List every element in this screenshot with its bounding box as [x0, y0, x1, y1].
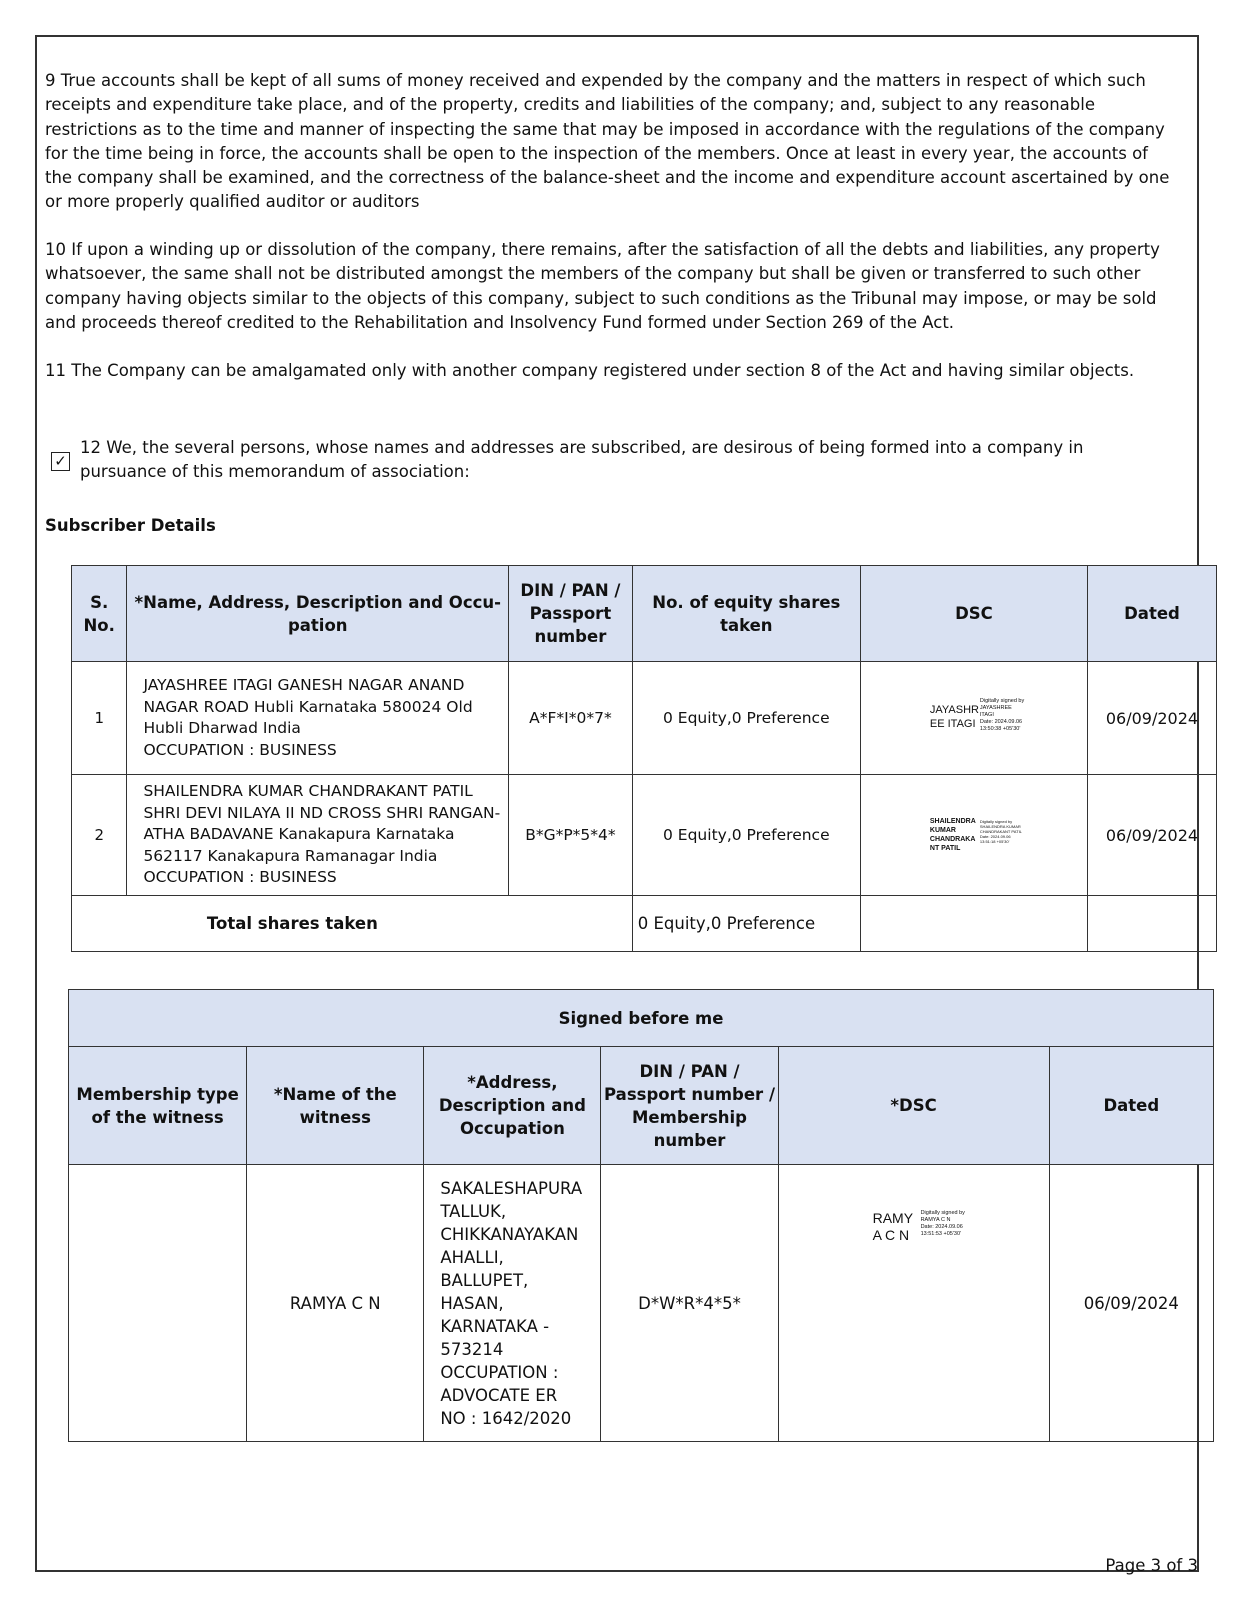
row-dsc — [860, 775, 1087, 896]
subscriber-table — [71, 565, 1217, 952]
address-line: ADVOCATE ER — [440, 1385, 558, 1405]
address-line: 573214 — [440, 1339, 504, 1359]
subscriber-details-title: Subscriber Details — [45, 516, 216, 535]
signature-name: JAYASHR EE ITAGI — [929, 704, 979, 730]
address-line: NO : 1642/2020 — [440, 1408, 572, 1428]
address-line: BALLUPET, — [440, 1270, 529, 1290]
address-line: SHAILENDRA KUMAR CHANDRAKANT PATIL — [143, 782, 473, 801]
row-dated: 06/09/2024 — [1087, 662, 1216, 775]
table-row — [69, 1165, 1214, 1442]
address-line: SHRI DEVI NILAYA II ND CROSS SHRI RANGAN- — [143, 803, 501, 822]
row-address — [127, 662, 509, 775]
header-dsc: DSC — [860, 566, 1087, 662]
header-dated: Dated — [1049, 1047, 1213, 1165]
total-label: Total shares taken — [72, 896, 633, 952]
header-name: *Name, Address, Description and Occu- pation — [127, 566, 509, 662]
witness-title: Signed before me — [69, 990, 1214, 1047]
clause-10: 10 If upon a winding up or dissolution of the company, there remains, after the satisfaction of all the debts and liabilities, any property whatsoever, the same shall not be distributed amongst the members of the company but shall be given or transferred to such other company having objects similar to the objects of this company, subject to such conditions as the Tribunal may impose, or may be sold and proceeds thereof credited to the Rehabilitation and Insolvency Fund formed under Section 269 of the Act. — [45, 240, 1160, 332]
header-din: DIN / PAN / Passport number / Membership number — [601, 1047, 778, 1165]
row-dsc — [860, 662, 1087, 775]
address-line: OCCUPATION : BUSINESS — [143, 868, 337, 887]
witness-dated: 06/09/2024 — [1049, 1165, 1213, 1442]
row-shares: 0 Equity,0 Preference — [632, 775, 860, 896]
address-line: NAGAR ROAD Hubli Karnataka 580024 Old — [143, 697, 473, 716]
header-din: DIN / PAN / Passport number — [509, 566, 633, 662]
row-address — [127, 775, 509, 896]
address-line: OCCUPATION : BUSINESS — [143, 740, 337, 759]
witness-name: RAMYA C N — [247, 1165, 424, 1442]
address-line: JAYASHREE ITAGI GANESH NAGAR ANAND — [143, 676, 465, 694]
header-dated: Dated — [1087, 566, 1216, 662]
digital-signature — [862, 815, 1086, 855]
address-line: TALLUK, — [440, 1201, 507, 1221]
witness-dsc — [778, 1165, 1049, 1442]
total-dsc — [860, 896, 1087, 952]
row-din: B*G*P*5*4* — [509, 775, 633, 896]
clause-12: 12 We, the several persons, whose names and addresses are subscribed, are desirous of being formed into a company in pursuance of this memorandum of association: — [80, 438, 1084, 482]
address-line: Hubli Dharwad India — [143, 719, 301, 737]
address-line: HASAN, — [440, 1293, 504, 1313]
total-row — [72, 896, 1217, 952]
header-sno: S. No. — [72, 566, 127, 662]
header-witness-name: *Name of the witness — [247, 1047, 424, 1165]
clause-11: 11 The Company can be amalgamated only with another company registered under section 8 of the Act and having similar objects. — [45, 361, 1135, 380]
total-value: 0 Equity,0 Preference — [632, 896, 860, 952]
witness-address — [424, 1165, 601, 1442]
address-line: SAKALESHAPURA — [440, 1178, 583, 1198]
total-dated — [1087, 896, 1216, 952]
address-line: KARNATAKA - — [440, 1316, 550, 1336]
table-row — [72, 775, 1217, 896]
digital-signature — [780, 1206, 1048, 1246]
clause-9: 9 True accounts shall be kept of all sums of money received and expended by the company and the matters in respect of which such receipts and expenditure take place, and of the property, credits and liabilities of the company; and, subject to any reasonable restrictions as to the time and manner of inspecting the same that may be imposed in accordance with the regulations of the company for the time being in force, the accounts shall be open to the inspection of the members. Once at least in every year, the accounts of the company shall be examined, and the correctness of the balance-sheet and the income and expenditure account ascertained by one or more properly qualified auditor or auditors — [45, 71, 1170, 212]
row-shares: 0 Equity,0 Preference — [632, 662, 860, 775]
digital-signature — [862, 698, 1086, 738]
address-line: ATHA BADAVANE Kanakapura Karnataka — [143, 825, 455, 844]
header-dsc: *DSC — [778, 1047, 1049, 1165]
header-membership: Membership type of the witness — [69, 1047, 247, 1165]
header-address: *Address, Description and Occupation — [424, 1047, 601, 1165]
row-dated: 06/09/2024 — [1087, 775, 1216, 896]
witness-table — [68, 989, 1214, 1442]
page-number: Page 3 of 3 — [1105, 1556, 1198, 1575]
signature-name: SHAILENDRA KUMAR CHANDRAKA NT PATIL — [929, 818, 976, 852]
address-line: AHALLI, — [440, 1247, 504, 1267]
address-line: CHIKKANAYAKAN — [440, 1224, 579, 1244]
signature-details: Digitally signed by RAMYA C N Date: 2024.09.06 13:51:53 +05'30' — [920, 1210, 965, 1237]
table-row — [72, 662, 1217, 775]
declaration-checkbox[interactable]: ✓ — [51, 452, 70, 471]
signature-name: RAMY A C N — [872, 1210, 914, 1243]
address-line: 562117 Kanakapura Ramanagar India — [143, 846, 438, 865]
signature-details: Digitally signed by JAYASHREE ITAGI Date: 2024.09.06 13:50:38 +05'30' — [979, 698, 1025, 732]
row-sno: 1 — [72, 662, 127, 775]
witness-din: D*W*R*4*5* — [601, 1165, 778, 1442]
witness-membership — [69, 1165, 247, 1442]
row-din: A*F*I*0*7* — [509, 662, 633, 775]
row-sno: 2 — [72, 775, 127, 896]
signature-details: Digitally signed by SHAILENDRA KUMAR CHANDRAKANT PATIL Date: 2024.09.06 13:51:18 +05'30' — [979, 819, 1022, 844]
header-shares: No. of equity shares taken — [632, 566, 860, 662]
address-line: OCCUPATION : — [440, 1362, 559, 1382]
